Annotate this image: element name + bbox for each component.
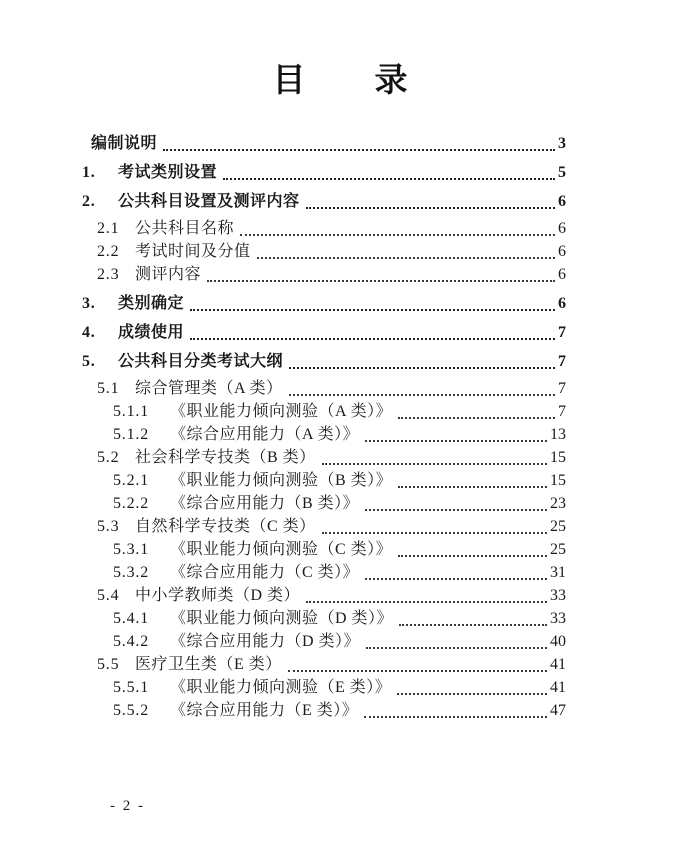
- toc-entry-page-number: 15: [550, 449, 566, 466]
- dot-leader: [207, 263, 555, 282]
- toc-entry-page-number: 25: [550, 518, 566, 535]
- toc-entry-number: 5.3.2: [113, 564, 149, 581]
- toc-entry-number: 2.: [82, 193, 96, 210]
- toc-row: [0, 676, 681, 699]
- toc-entry-number: 5.5.1: [113, 679, 149, 696]
- toc-entry-label: 公共科目分类考试大纲: [118, 353, 284, 370]
- toc-entry-number: 5.4: [97, 587, 120, 604]
- toc-entry-page-number: 6: [558, 243, 566, 260]
- toc-entry-number: 5.2.2: [113, 495, 149, 512]
- toc-entry-number: 4.: [82, 324, 96, 341]
- dot-leader: [306, 190, 555, 209]
- toc-row: [0, 423, 681, 446]
- toc-entry-label: 《职业能力倾向测验（A 类）》: [170, 403, 393, 420]
- toc-row: [0, 584, 681, 607]
- toc-row: [0, 653, 681, 676]
- toc-entry-page-number: 7: [558, 324, 566, 341]
- dot-leader: [322, 515, 547, 534]
- toc-entry-label: 考试时间及分值: [135, 243, 251, 260]
- toc-entry-label: 《职业能力倾向测验（B 类）》: [170, 472, 393, 489]
- dot-leader: [365, 561, 547, 580]
- toc-row: [0, 469, 681, 492]
- toc-row: [0, 400, 681, 423]
- dot-leader: [306, 584, 547, 603]
- dot-leader: [240, 217, 555, 236]
- toc-entry-label: 《职业能力倾向测验（E 类）》: [170, 679, 392, 696]
- toc-entry-page-number: 7: [558, 380, 566, 397]
- toc-entry-number: 5.5.2: [113, 702, 149, 719]
- toc-row: [0, 630, 681, 653]
- toc-entry-page-number: 33: [550, 587, 566, 604]
- toc-entry-label: 自然科学专技类（C 类）: [135, 518, 316, 535]
- toc-row: [0, 161, 681, 184]
- dot-leader: [399, 607, 547, 626]
- toc-entry-page-number: 25: [550, 541, 566, 558]
- dot-leader: [366, 630, 547, 649]
- toc-row: [0, 492, 681, 515]
- toc-entry-number: 5.1.1: [113, 403, 149, 420]
- footer-page-number: - 2 -: [110, 798, 145, 814]
- toc-entry-label: 《职业能力倾向测验（C 类）》: [170, 541, 393, 558]
- toc-entry-number: 2.1: [97, 220, 120, 237]
- toc-row: [0, 217, 681, 240]
- toc-row: [0, 292, 681, 315]
- toc-entry-page-number: 3: [558, 135, 566, 152]
- toc-entry-label: 编制说明: [91, 135, 158, 152]
- toc-entry-label: 公共科目名称: [135, 220, 235, 237]
- toc-row: [0, 446, 681, 469]
- toc-entry-page-number: 41: [550, 679, 566, 696]
- toc-entry-page-number: 40: [550, 633, 566, 650]
- toc-entry-page-number: 31: [550, 564, 566, 581]
- dot-leader: [163, 132, 555, 151]
- toc-entry-label: 《综合应用能力（C 类）》: [170, 564, 360, 581]
- toc-row: [0, 240, 681, 263]
- toc-entry-number: 1.: [82, 164, 96, 181]
- dot-leader: [365, 492, 547, 511]
- toc-entry-number: 5.3.1: [113, 541, 149, 558]
- toc-entry-number: 2.3: [97, 266, 120, 283]
- toc-entry-number: 5.1.2: [113, 426, 149, 443]
- toc-row: [0, 263, 681, 286]
- toc-entry-number: 5.4.1: [113, 610, 149, 627]
- dot-leader: [257, 240, 555, 259]
- toc-entry-page-number: 15: [550, 472, 566, 489]
- toc-entry-number: 5.4.2: [113, 633, 149, 650]
- dot-leader: [365, 423, 547, 442]
- toc-row: [0, 699, 681, 722]
- toc-entry-number: 2.2: [97, 243, 120, 260]
- toc-entry-page-number: 13: [550, 426, 566, 443]
- dot-leader: [288, 653, 547, 672]
- toc-entry-label: 《综合应用能力（E 类）》: [170, 702, 359, 719]
- toc-entry-page-number: 23: [550, 495, 566, 512]
- dot-leader: [397, 676, 547, 695]
- toc-entry-label: 成绩使用: [118, 324, 185, 341]
- toc-entry-page-number: 5: [558, 164, 566, 181]
- toc-row: [0, 515, 681, 538]
- toc-entry-page-number: 6: [558, 193, 566, 210]
- toc-row: [0, 607, 681, 630]
- toc-entry-label: 社会科学专技类（B 类）: [135, 449, 316, 466]
- toc-row: [0, 561, 681, 584]
- toc-row: [0, 377, 681, 400]
- dot-leader: [398, 469, 547, 488]
- toc-entry-label: 《职业能力倾向测验（D 类）》: [170, 610, 394, 627]
- dot-leader: [223, 161, 555, 180]
- dot-leader: [190, 292, 555, 311]
- toc-entry-page-number: 6: [558, 266, 566, 283]
- toc-entry-label: 测评内容: [135, 266, 202, 283]
- toc-entry-page-number: 6: [558, 220, 566, 237]
- dot-leader: [322, 446, 547, 465]
- toc-entry-label: 综合管理类（A 类）: [135, 380, 283, 397]
- toc-row: [0, 350, 681, 373]
- dot-leader: [398, 400, 555, 419]
- toc-row: [0, 321, 681, 344]
- dot-leader: [289, 377, 555, 396]
- toc-entry-label: 公共科目设置及测评内容: [118, 193, 300, 210]
- toc-row: [0, 132, 681, 155]
- toc-row: [0, 538, 681, 561]
- toc-entry-page-number: 33: [550, 610, 566, 627]
- toc-entry-number: 5.1: [97, 380, 120, 397]
- toc-entry-number: 5.: [82, 353, 96, 370]
- toc-entry-label: 医疗卫生类（E 类）: [135, 656, 282, 673]
- toc-entry-number: 5.3: [97, 518, 120, 535]
- toc-entry-number: 5.2.1: [113, 472, 149, 489]
- dot-leader: [364, 699, 547, 718]
- toc-entry-label: 《综合应用能力（A 类）》: [170, 426, 360, 443]
- toc-entry-label: 《综合应用能力（B 类）》: [170, 495, 360, 512]
- table-of-contents: [0, 132, 681, 722]
- dot-leader: [398, 538, 547, 557]
- dot-leader: [190, 321, 555, 340]
- page-title: 目 录: [272, 63, 409, 99]
- document-page: [0, 63, 681, 862]
- dot-leader: [289, 350, 555, 369]
- toc-entry-number: 5.5: [97, 656, 120, 673]
- toc-entry-label: 中小学教师类（D 类）: [135, 587, 301, 604]
- toc-entry-number: 5.2: [97, 449, 120, 466]
- toc-entry-page-number: 7: [558, 353, 566, 370]
- toc-row: [0, 190, 681, 213]
- toc-entry-page-number: 6: [558, 295, 566, 312]
- toc-entry-page-number: 47: [550, 702, 566, 719]
- toc-entry-label: 《综合应用能力（D 类）》: [170, 633, 361, 650]
- toc-entry-page-number: 41: [550, 656, 566, 673]
- toc-entry-label: 类别确定: [118, 295, 185, 312]
- toc-entry-page-number: 7: [558, 403, 566, 420]
- toc-entry-label: 考试类别设置: [118, 164, 218, 181]
- toc-entry-number: 3.: [82, 295, 96, 312]
